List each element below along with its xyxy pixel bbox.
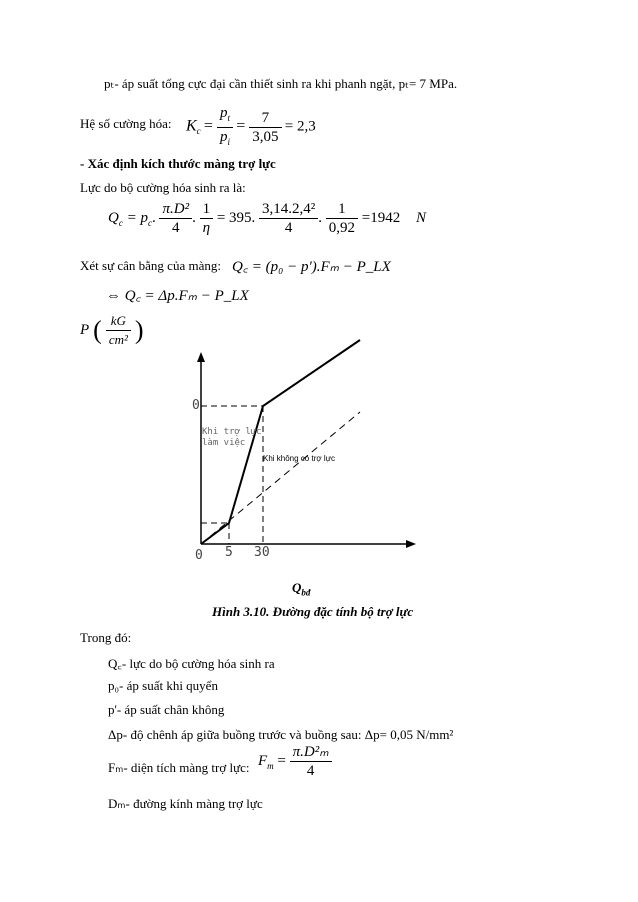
kc-result: = 2,3 — [284, 118, 316, 135]
pt-definition: pₜ- áp suất tổng cực đại cần thiết sinh ra khi phanh ngặt, pₜ= 7 MPa. — [104, 76, 458, 91]
label-without-assist: Khi không có trợ lực — [263, 454, 335, 463]
kc-frac-numeric: $\frac{7}{3,05}$ — [249, 109, 281, 146]
figure-caption: Hình 3.10. Đường đặc tính bộ trợ lực — [212, 604, 414, 619]
fm-formula: $F_m$ = $\frac{\text{π.D²ₘ}}{4}$ — [258, 743, 332, 780]
kc-formula: $K_c$ = $\frac{p_t}{p_i}$ = $\frac{7}{3,05}$ = 2,3 — [186, 104, 316, 151]
amplification-label: Hệ số cường hóa: — [80, 116, 172, 131]
balance-equation: Q꜀ = (p₀ − p′).Fₘ − P_LX — [232, 259, 391, 275]
def-pprime: p'- áp suất chân không — [108, 702, 225, 717]
def-p0: p₀- áp suất khi quyển — [108, 678, 218, 693]
y-axis-unit: P ( $\frac{kG}{\text{cm²}}$ ) — [80, 313, 144, 347]
kc-symbol: K — [186, 117, 197, 135]
section-heading: - Xác định kích thước màng trợ lực — [80, 156, 276, 171]
def-fm: Fₘ- diện tích màng trợ lực: — [108, 760, 250, 775]
trong-do: Trong đó: — [80, 630, 132, 645]
x-axis-label: $Q_{bđ}$ — [292, 580, 311, 598]
label-with-assist: Khi trợ lực làm việc — [202, 427, 262, 448]
def-dm: Dₘ- đường kính màng trợ lực — [108, 796, 263, 811]
y-tick-0: 0 — [192, 398, 200, 413]
x-tick-0: 0 — [195, 548, 203, 563]
qc-formula: $Q_c = p_c$. $\frac{\text{π.D²}}{4}$ . $\frac{1}{\eta}$ = 395. $\frac{\text{3,14.2,4²}}{4}$ . $\frac{1}{0,92}$ =1942 N — [108, 201, 427, 236]
kc-sub: c — [196, 126, 201, 137]
def-qc: Q꜀- lực do bộ cường hóa sinh ra — [108, 656, 275, 671]
x-tick-30: 30 — [254, 545, 270, 560]
x-axis-arrow — [406, 540, 416, 548]
def-dp: Δp- độ chênh áp giữa buồng trước và buồng sau: Δp= 0,05 N/mm² — [108, 727, 454, 742]
equivalence-equation: ⇔ Q꜀ = Δp.Fₘ − P_LX — [106, 288, 249, 304]
x-tick-5: 5 — [225, 545, 233, 560]
kc-frac-symbolic: $\frac{p_t}{p_i}$ — [217, 104, 233, 151]
force-intro: Lực do bộ cường hóa sinh ra là: — [80, 180, 246, 195]
balance-label: Xét sự cân bằng của màng: — [80, 258, 221, 273]
y-axis-arrow — [197, 352, 205, 362]
